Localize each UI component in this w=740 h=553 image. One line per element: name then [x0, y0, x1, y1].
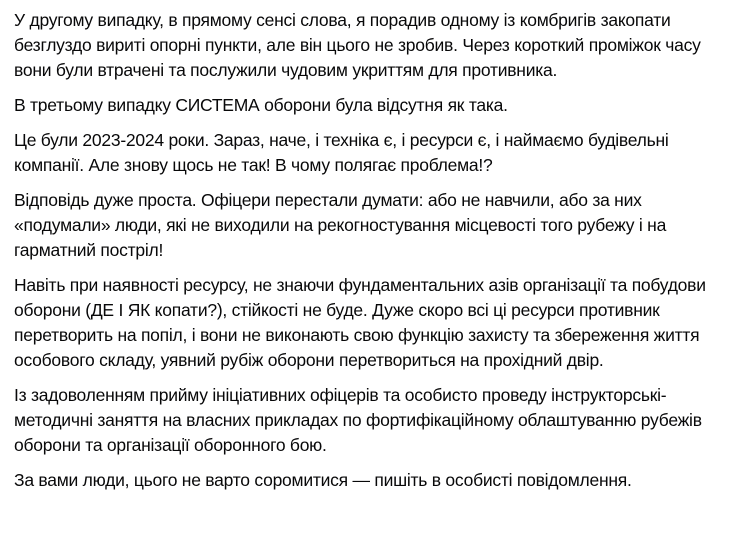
paragraph-years-question: Це були 2023-2024 роки. Зараз, наче, і техніка є, і ресурси є, і наймаємо будівельні компанії. Але знову щось не так! В чому полягає проблема!? [14, 130, 669, 175]
paragraph-third-case: В третьому випадку СИСТЕМА оборони була відсутня як така. [14, 95, 508, 115]
paragraph-offer: Із задоволенням прийму ініціативних офіцерів та особисто проведу інструкторські-методичні заняття на власних прикладах по фортифікаційному облаштуванню рубежів оборони та організації оборонного бою. [14, 385, 702, 455]
paragraph-answer: Відповідь дуже проста. Офіцери перестали думати: або не навчили, або за них «подумали» люди, які не виходили на рекогностування місцевості того рубежу і на гарматний постріл! [14, 190, 667, 260]
paragraph-second-case: У другому випадку, в прямому сенсі слова, я порадив одному із комбригів закопати безглуздо вириті опорні пункти, але він цього не зробив. Через короткий проміжок часу вони були втрачені та послужили чудовим укриттям для противника. [14, 10, 701, 80]
paragraph-resources: Навіть при наявності ресурсу, не знаючи фундаментальних азів організації та побудови оборони (ДЕ І ЯК копати?), стійкості не буде. Дуже скоро всі ці ресурси противник перетворить на попіл, і вони не виконають свою функцію захисту та збереження життя особового складу, уявний рубіж оборони перетвориться на прохідний двір. [14, 275, 706, 370]
paragraph-call-to-action: За вами люди, цього не варто соромитися — пишіть в особисті повідомлення. [14, 470, 632, 490]
